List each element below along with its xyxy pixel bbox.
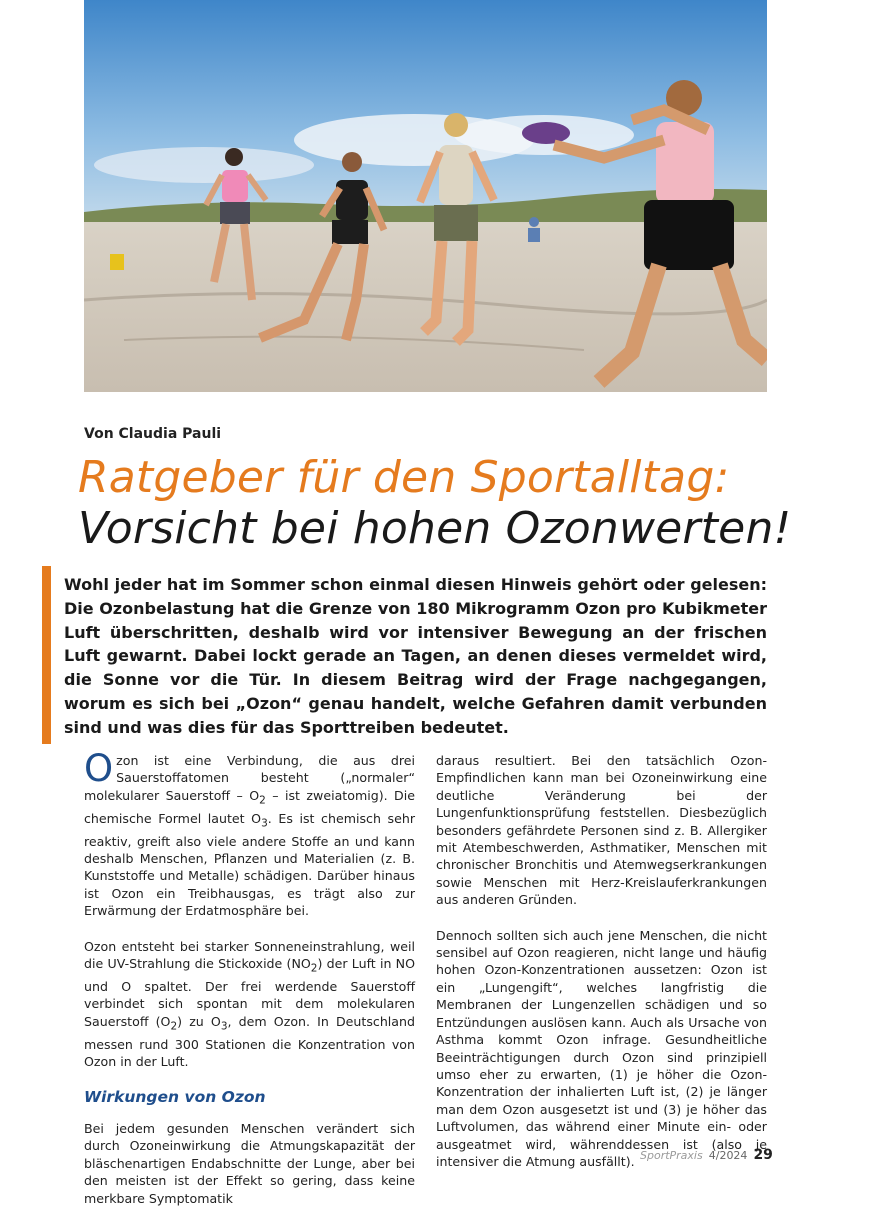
column-left <box>84 747 416 1225</box>
hero-photo <box>84 0 767 392</box>
column-right <box>436 752 767 1188</box>
section-heading: Wirkungen von Ozon <box>84 1087 266 1106</box>
title-line-2: Vorsicht bei hohen Ozonwerten! <box>78 503 792 554</box>
paragraph-wirkungen: Bei jedem gesunden Menschen verändert sich durch Ozoneinwirkung die Atmungskapazität der bläschenartigen Endabschnitte der Lunge, aber bei den meisten ist der Effekt so gering, dass keine merkbare Symptomatik <box>84 1120 415 1206</box>
page-number: 29 <box>753 1147 773 1163</box>
byline: Von Claudia Pauli <box>84 426 222 442</box>
paragraph-lungengift: Dennoch sollten sich auch jene Menschen, die nicht sensibel auf Ozon reagieren, nicht lange und häufig hohen Ozon-Konzentrationen aussetzen: Ozon ist ein „Lungengift“, welches langfristig die Membranen der Lungenzellen schädigen und so Entzündungen auslösen kann. Auch als Ursache von Asthma kommt Ozon infrage. Gesundheitliche Beeinträchtigungen durch Ozon sind prinzipiell umso eher zu erwarten, (1) je höher die Ozon-Konzentration der inhalierten Luft ist, (2) je länger man dem Ozon ausgesetzt ist und (3) je höher das Luftvolumen, das während einer Minute ein- oder ausgeatmet wird, währenddessen ist (also je intensiver die Atmung ausfällt). <box>436 927 767 1169</box>
lead-accent-bar <box>42 566 51 744</box>
paragraph-ozon-entstehung: Ozon entsteht bei starker Sonneneinstrahlung, weil die UV-Strahlung die Stickoxide $(NO_2)$ der Luft in NO und O spaltet. Der frei werdende Sauerstoff verbindet sich spontan mit dem molekularen Sauerstoff $(O_2)$ zu $O_3$, dem Ozon. In Deutschland messen rund 300 Stationen die Konzentration von Ozon in der Luft. <box>84 938 416 1070</box>
issue-number: 4/2024 <box>708 1149 748 1162</box>
magazine-name: SportPraxis <box>640 1149 703 1162</box>
paragraph-ozon-definition: Ozon ist eine Verbindung, die aus drei Sauerstoffatomen besteht („normaler“ molekularer Sauerstoff – $O_2$ – ist zweiatomig). Die chemische Formel lautet $O_3$. Es ist chemisch sehr reaktiv, greift also viele andere Stoffe an und kann deshalb Menschen, Pflanzen und Materialien (z. B. Kunststoffe und Metalle) schädigen. Darüber hinaus ist Ozon ein Treibhausgas, es trägt also zur Erwärmung der Erdatmosphäre bei. <box>84 747 415 919</box>
lead-paragraph: Wohl jeder hat im Sommer schon einmal diesen Hinweis gehört oder gelesen: Die Ozonbelastung hat die Grenze von 180 Mikrogramm Ozon pro Kubikmeter Luft überschritten, deshalb wird vor intensiver Bewegung an der frischen Luft gewarnt. Dabei lockt gerade an Tagen, an denen dieses vermeldet wird, die Sonne vor die Tür. In diesem Beitrag wird der Frage nachgegangen, worum es sich bei „Ozon“ genau handelt, welche Gefahren damit verbunden sind und was dies für das Sporttreiben bedeutet. <box>64 575 767 737</box>
dropcap: O <box>84 747 114 790</box>
title-line-1: Ratgeber für den Sportalltag: <box>78 452 730 503</box>
paragraph-gefaehrdete: daraus resultiert. Bei den tatsächlich Ozon-Empfindlichen kann man bei Ozoneinwirkung eine deutliche Veränderung bei der Lungenfunktionsprüfung feststellen. Diesbezüglich besonders gefährdete Personen sind z. B. Allergiker mit Atembeschwerden, Asthmatiker, Menschen mit chronischer Bronchitis und Atemwegserkrankungen sowie Menschen mit Herz-Kreislauferkrankungen aus anderen Gründen. <box>436 753 767 908</box>
page-footer <box>640 1147 773 1163</box>
